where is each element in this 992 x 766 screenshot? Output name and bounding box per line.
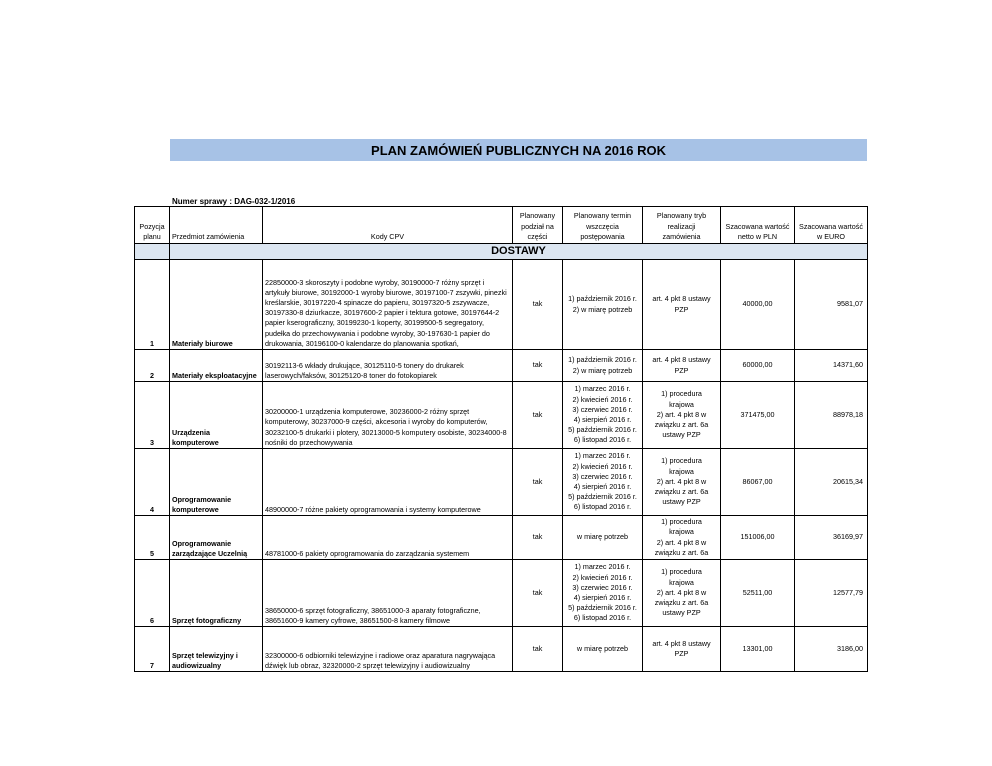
row-mode: 1) procedura krajowa 2) art. 4 pkt 8 w związku z art. 6a [643, 516, 721, 560]
row-value-eur: 3186,00 [795, 627, 868, 672]
row-value-pln: 40000,00 [721, 260, 795, 350]
row-start-date: 1) marzec 2016 r. 2) kwiecień 2016 r. 3) czerwiec 2016 r. 4) sierpień 2016 r. 5) październik 2016 r. 6) listopad 2016 r. [563, 449, 643, 516]
header-subject: Przedmiot zamówienia [170, 207, 263, 244]
row-position: 2 [135, 350, 170, 382]
header-row [135, 207, 868, 244]
row-position: 6 [135, 560, 170, 627]
row-start-date: 1) październik 2016 r. 2) w miarę potrzeb [563, 260, 643, 350]
row-cpv: 32300000-6 odbiorniki telewizyjne i radiowe oraz aparatura nagrywająca dźwięk lub obraz, 32320000-2 sprzęt telewizyjny i audiowizualny [263, 627, 513, 672]
row-split: tak [513, 449, 563, 516]
row-value-pln: 86067,00 [721, 449, 795, 516]
header-mode: Planowany tryb realizacji zamówienia [643, 207, 721, 244]
row-cpv: 30200000-1 urządzenia komputerowe, 30236000-2 różny sprzęt komputerowy, 30237000-9 części, akcesoria i wyroby do komputerów, 30232100-5 drukarki i plotery, 30213000-5 komputery osobiste, 30234000-8 nośniki do przechowywania [263, 382, 513, 449]
table-row [135, 350, 868, 382]
row-start-date: 1) marzec 2016 r. 2) kwiecień 2016 r. 3) czerwiec 2016 r. 4) sierpień 2016 r. 5) październik 2016 r. 6) listopad 2016 r. [563, 560, 643, 627]
row-mode: 1) procedura krajowa 2) art. 4 pkt 8 w związku z art. 6a ustawy PZP [643, 382, 721, 449]
table-row [135, 516, 868, 560]
row-subject: Oprogramowanie komputerowe [170, 449, 263, 516]
row-position: 4 [135, 449, 170, 516]
row-mode: art. 4 pkt 8 ustawy PZP [643, 627, 721, 672]
row-position: 1 [135, 260, 170, 350]
row-value-pln: 371475,00 [721, 382, 795, 449]
row-start-date: 1) marzec 2016 r. 2) kwiecień 2016 r. 3) czerwiec 2016 r. 4) sierpień 2016 r. 5) październik 2016 r. 6) listopad 2016 r. [563, 382, 643, 449]
table-row [135, 449, 868, 516]
row-mode: art. 4 pkt 8 ustawy PZP [643, 350, 721, 382]
section-label: DOSTAWY [170, 244, 868, 260]
row-cpv: 48781000-6 pakiety oprogramowania do zarządzania systemem [263, 516, 513, 560]
section-spacer [135, 244, 170, 260]
procurement-table [134, 206, 868, 672]
row-split: tak [513, 627, 563, 672]
row-value-pln: 60000,00 [721, 350, 795, 382]
row-value-eur: 14371,60 [795, 350, 868, 382]
row-cpv: 38650000-6 sprzęt fotograficzny, 38651000-3 aparaty fotograficzne, 38651600-9 kamery cyfrowe, 38651500-8 kamery filmowe [263, 560, 513, 627]
table-row [135, 560, 868, 627]
header-start-date: Planowany termin wszczęcia postępowania [563, 207, 643, 244]
row-start-date: w miarę potrzeb [563, 627, 643, 672]
row-subject: Materiały eksploatacyjne [170, 350, 263, 382]
table-row [135, 627, 868, 672]
row-subject: Sprzęt fotograficzny [170, 560, 263, 627]
row-mode: 1) procedura krajowa 2) art. 4 pkt 8 w związku z art. 6a ustawy PZP [643, 560, 721, 627]
header-position: Pozycja planu [135, 207, 170, 244]
row-split: tak [513, 350, 563, 382]
row-value-eur: 12577,79 [795, 560, 868, 627]
row-start-date: w miarę potrzeb [563, 516, 643, 560]
row-mode: 1) procedura krajowa 2) art. 4 pkt 8 w związku z art. 6a ustawy PZP [643, 449, 721, 516]
row-cpv: 22850000-3 skoroszyty i podobne wyroby, 30190000-7 różny sprzęt i artykuły biurowe, 30192000-1 wyroby biurowe, 30197100-7 zszywki, pinezki kreślarskie, 30197220-4 spinacze do papieru, 30197320-5 zszywacze, 30197330-8 dziurkacze, 30197600-2 papier i tektura gotowe, 30197644-2 papier kserograficzny, 30199230-1 koperty, 30199500-5 segregatory, pudełka do przechowywania i podobne wyroby, 30-197630-1 papier do drukowania, 30196100-0 kalendarze do planowania spotkań, [263, 260, 513, 350]
section-row [135, 244, 868, 260]
row-value-eur: 88978,18 [795, 382, 868, 449]
row-value-pln: 52511,00 [721, 560, 795, 627]
header-value-pln: Szacowana wartość netto w PLN [721, 207, 795, 244]
row-mode: art. 4 pkt 8 ustawy PZP [643, 260, 721, 350]
case-number: Numer sprawy : DAG-032-1/2016 [172, 197, 296, 206]
row-cpv: 48900000-7 różne pakiety oprogramowania i systemy komputerowe [263, 449, 513, 516]
row-cpv: 30192113-6 wkłady drukujące, 30125110-5 tonery do drukarek laserowych/faksów, 30125120-8 toner do fotokopiarek [263, 350, 513, 382]
row-subject: Materiały biurowe [170, 260, 263, 350]
page-title: PLAN ZAMÓWIEŃ PUBLICZNYCH NA 2016 ROK [170, 139, 867, 161]
row-subject: Oprogramowanie zarządzające Uczelnią [170, 516, 263, 560]
header-split: Planowany podział na części [513, 207, 563, 244]
row-position: 5 [135, 516, 170, 560]
table-row [135, 382, 868, 449]
row-value-eur: 9581,07 [795, 260, 868, 350]
row-position: 3 [135, 382, 170, 449]
row-subject: Urządzenia komputerowe [170, 382, 263, 449]
row-start-date: 1) październik 2016 r. 2) w miarę potrzeb [563, 350, 643, 382]
row-split: tak [513, 560, 563, 627]
header-value-eur: Szacowana wartość w EURO [795, 207, 868, 244]
row-position: 7 [135, 627, 170, 672]
row-split: tak [513, 260, 563, 350]
row-value-eur: 36169,97 [795, 516, 868, 560]
row-split: tak [513, 516, 563, 560]
row-value-pln: 151006,00 [721, 516, 795, 560]
row-subject: Sprzęt telewizyjny i audiowizualny [170, 627, 263, 672]
header-cpv: Kody CPV [263, 207, 513, 244]
row-value-pln: 13301,00 [721, 627, 795, 672]
row-value-eur: 20615,34 [795, 449, 868, 516]
table-row [135, 260, 868, 350]
row-split: tak [513, 382, 563, 449]
